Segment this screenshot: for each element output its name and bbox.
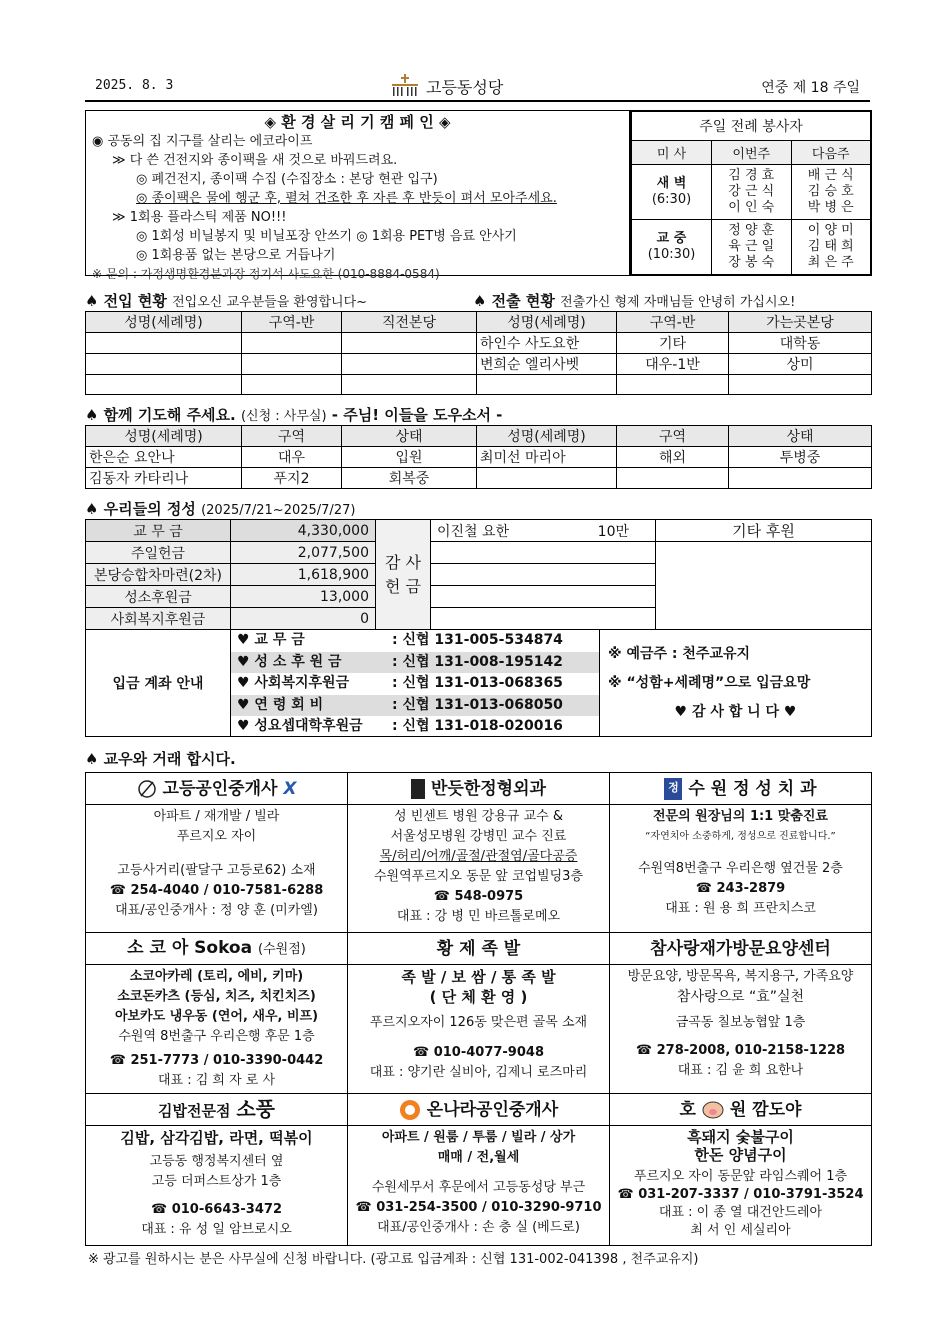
text-cell: 1,618,900 (231, 564, 376, 586)
text-cell: ♠ 함께 기도해 주세요. (85, 406, 236, 424)
church-icon (390, 74, 420, 98)
ad-title (348, 1094, 610, 1126)
ad-title (86, 933, 348, 965)
server-name: 정 양 훈 (728, 223, 775, 238)
campaign-line: ◎ 1회용품 없는 본당으로 거듭나기 (136, 248, 336, 263)
text-cell: 기타 (617, 333, 729, 354)
mass-time: (10:30) (647, 247, 696, 262)
campaign-line: ◉ 공동의 집 지구를 살리는 에코라이프 (92, 134, 313, 149)
text-cell: 서울성모병원 강병민 교수 진료 (390, 829, 567, 844)
text-cell: (신청 : 사무실) (240, 409, 327, 424)
ad-footer-note: ※ 광고를 원하시는 분은 사무실에 신청 바랍니다. (광고료 입금계좌 : 신협 131-002-041398 , 천주교유지) (88, 1252, 699, 1267)
text-cell: 상태 (729, 426, 872, 447)
text-cell: 푸르지오자이 126동 맞은편 골목 소재 (369, 1015, 588, 1030)
text-cell: 소풍 (236, 1096, 275, 1121)
text-cell: 0 (231, 608, 376, 630)
text-cell: 변희순 엘리사벳 (477, 354, 617, 375)
text-cell: “자연치아 소중하게, 정성으로 진료합니다.” (645, 831, 836, 842)
mass-name: 교 중 (656, 231, 687, 246)
transfer-in-heading (85, 290, 367, 311)
text-cell: ☎ 548-0975 (433, 889, 524, 904)
campaign-line: ◎ 종이팩은 물에 헹군 후, 펼쳐 건조한 후 자른 후 반듯이 펴서 모아주세요. (136, 191, 557, 206)
text-cell: 대표 : 김 윤 희 요한나 (677, 1063, 804, 1078)
text-cell: 10만 (597, 523, 629, 540)
leaf-icon (137, 779, 157, 799)
text-cell: 온나라공인중개사 (426, 1099, 559, 1120)
text-cell: 전문의 원장님의 1:1 맞춤진료 (652, 809, 828, 824)
text-cell: - 주님! 이들을 도우소서 - (331, 406, 503, 424)
text-cell: 김밥, 삼각김밥, 라면, 떡볶이 (120, 1129, 313, 1147)
text-cell: 성소후원금 (86, 586, 231, 608)
campaign-line: ≫ 1회용 플라스틱 제품 NO!!! (112, 210, 287, 225)
offering-table (85, 519, 872, 630)
text-cell: 푸지2 (242, 468, 342, 489)
transfer-in-sub: 전입오신 교우분들을 환영합니다~ (172, 295, 368, 310)
col-header: 다음주 (791, 141, 871, 165)
text-cell: 족 발 / 보 쌈 / 통 족 발 (401, 968, 556, 986)
liturgical-week: 연중 제 18 주일 (761, 80, 860, 96)
server-name: 김 경 효 (728, 168, 775, 183)
text-cell: ( 단 체 환 영 ) (429, 988, 528, 1006)
text-cell: 이진철 요한 (437, 523, 510, 540)
ad-title (86, 1094, 348, 1126)
server-name: 이 인 숙 (728, 200, 775, 215)
campaign-line: ≫ 다 쓴 건전지와 종이팩을 새 것으로 바꿔드려요. (112, 153, 398, 168)
text-cell: 성명(세례명) (477, 426, 617, 447)
text-cell: 대표 : 강 병 민 바르톨로메오 (396, 909, 561, 924)
campaign-title: ◈ 환 경 살 리 기 캠 페 인 ◈ (264, 113, 451, 131)
text-cell: ※ “성함+세례명”으로 입금요망 (608, 675, 811, 691)
account-label: 입금 계좌 안내 (86, 630, 231, 736)
text-cell: ♠ 전출 현황 (473, 292, 555, 310)
text-cell: 푸르지오 자이 (176, 829, 257, 844)
text-cell: 아보카도 냉우동 (연어, 새우, 비프) (114, 1009, 319, 1024)
bulletin-date: 2025. 8. 3 (95, 78, 174, 93)
text-cell: 상태 (342, 426, 477, 447)
text-cell: 신협 131-018-020016 (402, 718, 563, 734)
table-cell: 하인수 사도요한 (477, 333, 617, 354)
text-cell: 4,330,000 (231, 520, 376, 542)
transfer-table (85, 311, 872, 395)
text-cell: 김동자 카타리나 (86, 468, 242, 489)
text-cell: 참사랑으로 “효”실천 (676, 989, 805, 1005)
text-cell: 최 서 인 세실리아 (690, 1223, 791, 1238)
dental-logo-icon: 정 (664, 778, 682, 800)
text-cell: (2025/7/21~2025/7/27) (201, 503, 356, 518)
text-cell: ☎ 254-4040 / 010-7581-6288 (109, 883, 324, 898)
page-header (85, 74, 870, 102)
text-cell: 반듯한정형외과 (430, 778, 546, 799)
text-cell: ☎ 278-2008, 010-2158-1228 (635, 1043, 846, 1058)
text-cell: 매매 / 전,월세 (437, 1150, 520, 1165)
text-cell: 소 코 아 Sokoa (127, 937, 253, 958)
text-cell: ♥ 사회복지후원금 (237, 675, 350, 691)
ad-title (610, 1094, 872, 1126)
text-cell: ☎ 010-6643-3472 (150, 1202, 282, 1217)
text-cell: 대학동 (729, 333, 872, 354)
text-cell: 고등공인중개사 (162, 778, 278, 799)
server-name: 박 병 은 (807, 200, 854, 215)
text-cell: 해외 (617, 447, 729, 468)
col-header: 미 사 (632, 141, 712, 165)
text-cell: 수원세무서 후문에서 고등동성당 부근 (371, 1180, 586, 1195)
prayer-table (85, 425, 872, 489)
text-cell: 신협 131-013-068365 (402, 675, 563, 691)
text-cell: ♥ 연 령 회 비 (237, 696, 324, 713)
environment-campaign-box (85, 110, 630, 281)
text-cell: 대표 : 원 용 희 프란치스코 (665, 901, 816, 916)
text-cell: 소코돈카츠 (등심, 치즈, 치킨치즈) (117, 989, 316, 1004)
text-cell: 13,000 (231, 586, 376, 608)
server-name: 최 은 주 (807, 255, 854, 270)
server-name: 김 태 희 (807, 239, 854, 254)
text-cell: 대우-1반 (617, 354, 729, 375)
text-cell: 구역-반 (242, 312, 342, 333)
text-cell: 수원역푸르지오 동문 앞 코업빌딩3층 (373, 869, 584, 884)
text-cell: 아파트 / 재개발 / 빌라 (153, 809, 280, 824)
text-cell: 방문요양, 방문목욕, 복지용구, 가족요양 (627, 969, 854, 984)
text-cell: 성명(세례명) (86, 426, 242, 447)
text-cell: 2,077,500 (231, 542, 376, 564)
text-cell: 신협 131-005-534874 (402, 632, 563, 648)
server-name: 강 근 식 (728, 184, 775, 199)
text-cell: ♥ 감 사 합 니 다 ♥ (674, 704, 797, 720)
text-cell: 목/허리/어깨/골절/관절염/골다공증 (379, 849, 578, 864)
campaign-contact: ※ 문의 : 가정생명환경분과장 정기석 사도요한 (010-8884-0584) (92, 267, 440, 281)
server-name: 김 승 호 (807, 184, 854, 199)
account-notes (599, 630, 871, 736)
server-name: 배 근 식 (807, 168, 854, 183)
text-cell: ※ 예금주 : 천주교유지 (608, 646, 751, 662)
sun-logo-icon (399, 1099, 421, 1121)
text-cell: 푸르지오 자이 동문앞 라임스퀘어 1층 (633, 1169, 848, 1184)
text-cell: 본당승합차마련(2차) (86, 564, 231, 586)
text-cell: 대표 : 유 성 일 암브로시오 (141, 1222, 292, 1237)
text-cell: 한돈 양념구이 (694, 1146, 787, 1164)
server-name: 육 근 일 (728, 239, 775, 254)
text-cell: 신협 131-008-195142 (402, 653, 563, 670)
transfer-out-heading (473, 290, 795, 311)
text-cell: 김밥전문점 (157, 1101, 231, 1120)
text-cell: 대우 (242, 447, 342, 468)
pig-icon (702, 1100, 724, 1120)
ad-title (610, 773, 872, 805)
mass-time: (6:30) (651, 192, 692, 207)
text-cell: ♥ 성 소 후 원 금 (237, 653, 342, 670)
ad-title: 참사랑재가방문요양센터 (610, 933, 872, 965)
clinic-logo-icon (411, 779, 425, 799)
text-cell: 신협 131-013-068050 (402, 696, 563, 713)
campaign-line: ◎ 1회성 비닐봉지 및 비닐포장 안쓰기 ◎ 1회용 PET병 음료 안사기 (136, 229, 517, 244)
text-cell: 대표/공인중개사 : 손 충 실 (베드로) (377, 1220, 580, 1235)
text-cell: 대표 : 양기란 실비아, 김제니 로즈마리 (369, 1065, 588, 1080)
text-cell: 흑돼지 숯불구이 (687, 1128, 794, 1146)
liturgy-servers-box (630, 110, 872, 276)
thanks-label: 감 사 헌 금 (376, 520, 431, 630)
xi-logo-icon: X (283, 778, 297, 799)
text-cell: ☎ 251-7773 / 010-3390-0442 (109, 1053, 324, 1068)
text-cell: ☎ 031-207-3337 / 010-3791-3524 (617, 1187, 864, 1202)
text-cell: 입원 (342, 447, 477, 468)
account-list: ♥ 교 무 금 : 신협 131-005-534874 ♥ 성 소 후 원 금 : 신협 131-008-195142 ♥ 사회복지후원금 : 신협 131-013-068365 ♥ 연 령 회 비 : 신협 131-013-068050 ♥ 성요셉대학후원금 : 신협 131-018-020016 (231, 630, 599, 738)
text-cell: 호 (679, 1099, 696, 1120)
other-support: 기타 후원 (656, 520, 872, 542)
text-cell: 고등 더퍼스트상가 1층 (151, 1174, 282, 1189)
text-cell: 한은순 요안나 (86, 447, 242, 468)
mass-name: 새 벽 (656, 176, 687, 191)
ads-table (85, 772, 872, 1246)
text-cell: ♥ 성요셉대학후원금 (237, 718, 363, 734)
ad-title (86, 773, 348, 805)
campaign-line: ◎ 폐건전지, 종이팩 수집 (수집장소 : 본당 현관 입구) (136, 172, 438, 187)
text-cell: ☎ 031-254-3500 / 010-3290-9710 (355, 1200, 602, 1215)
text-cell: 대표/공인중개사 : 정 양 훈 (미카엘) (115, 903, 318, 918)
text-cell: 소코아카레 (토리, 에비, 키마) (129, 969, 304, 984)
text-cell: 회복중 (342, 468, 477, 489)
text-cell: 고등사거리(팔달구 고등로62) 소재 (117, 863, 316, 878)
text-cell: 가는곳본당 (729, 312, 872, 333)
text-cell: 수 원 정 성 치 과 (688, 778, 817, 799)
servers-title: 주일 전례 봉사자 (632, 112, 871, 141)
account-box (85, 629, 872, 737)
text-cell: 수원역8번출구 우리은행 옆건물 2층 (638, 861, 843, 876)
text-cell: 사회복지후원금 (86, 608, 231, 630)
text-cell: 주일헌금 (86, 542, 231, 564)
text-cell: 최미선 마리아 (477, 447, 617, 468)
text-cell: ☎ 010-4077-9048 (412, 1045, 544, 1060)
text-cell: 투병중 (729, 447, 872, 468)
text-cell: 대표 : 김 희 자 로 사 (157, 1073, 276, 1088)
ads-heading: ♠ 교우와 거래 합시다. (85, 750, 236, 768)
servers-table (631, 111, 871, 275)
text-cell: 대표 : 이 종 열 대건안드레아 (658, 1205, 823, 1220)
text-cell: 성명(세례명) (477, 312, 617, 333)
text-cell: 직전본당 (342, 312, 477, 333)
church-logo (390, 74, 503, 98)
server-name: 장 봉 숙 (728, 255, 775, 270)
prayer-heading (85, 404, 502, 425)
ad-title (348, 773, 610, 805)
text-cell: 아파트 / 원룸 / 투룸 / 빌라 / 상가 (381, 1130, 576, 1145)
text-cell: 금곡동 칠보농협앞 1층 (675, 1015, 806, 1030)
text-cell: 상미 (729, 354, 872, 375)
church-name: 고등동성당 (426, 77, 504, 97)
server-name: 이 양 미 (807, 223, 854, 238)
text-cell: 교 무 금 (86, 520, 231, 542)
text-cell: ♥ 교 무 금 (237, 632, 305, 648)
text-cell: 원 (729, 1099, 747, 1120)
text-cell: ♠ 전입 현황 (85, 292, 167, 310)
transfer-out-sub: 전출가신 형제 자매님들 안녕히 가십시오! (560, 295, 796, 310)
col-header: 이번주 (712, 141, 792, 165)
text-cell: 수원역 8번출구 우리은행 후문 1층 (118, 1029, 315, 1044)
text-cell: 구역-반 (617, 312, 729, 333)
text-cell: 구역 (242, 426, 342, 447)
text-cell: 성 빈센트 병원 강용규 교수 & (394, 809, 563, 824)
text-cell: 깜도야 (752, 1099, 802, 1120)
text-cell: 성명(세례명) (86, 312, 242, 333)
offering-heading (85, 498, 355, 519)
text-cell: ♠ 우리들의 정성 (85, 500, 196, 518)
text-cell: 구역 (617, 426, 729, 447)
text-cell: 고등동 행정복지센터 옆 (149, 1154, 284, 1169)
ad-title: 황 제 족 발 (348, 933, 610, 965)
text-cell: ☎ 243-2879 (695, 881, 786, 896)
text-cell: (수원점) (258, 941, 306, 957)
